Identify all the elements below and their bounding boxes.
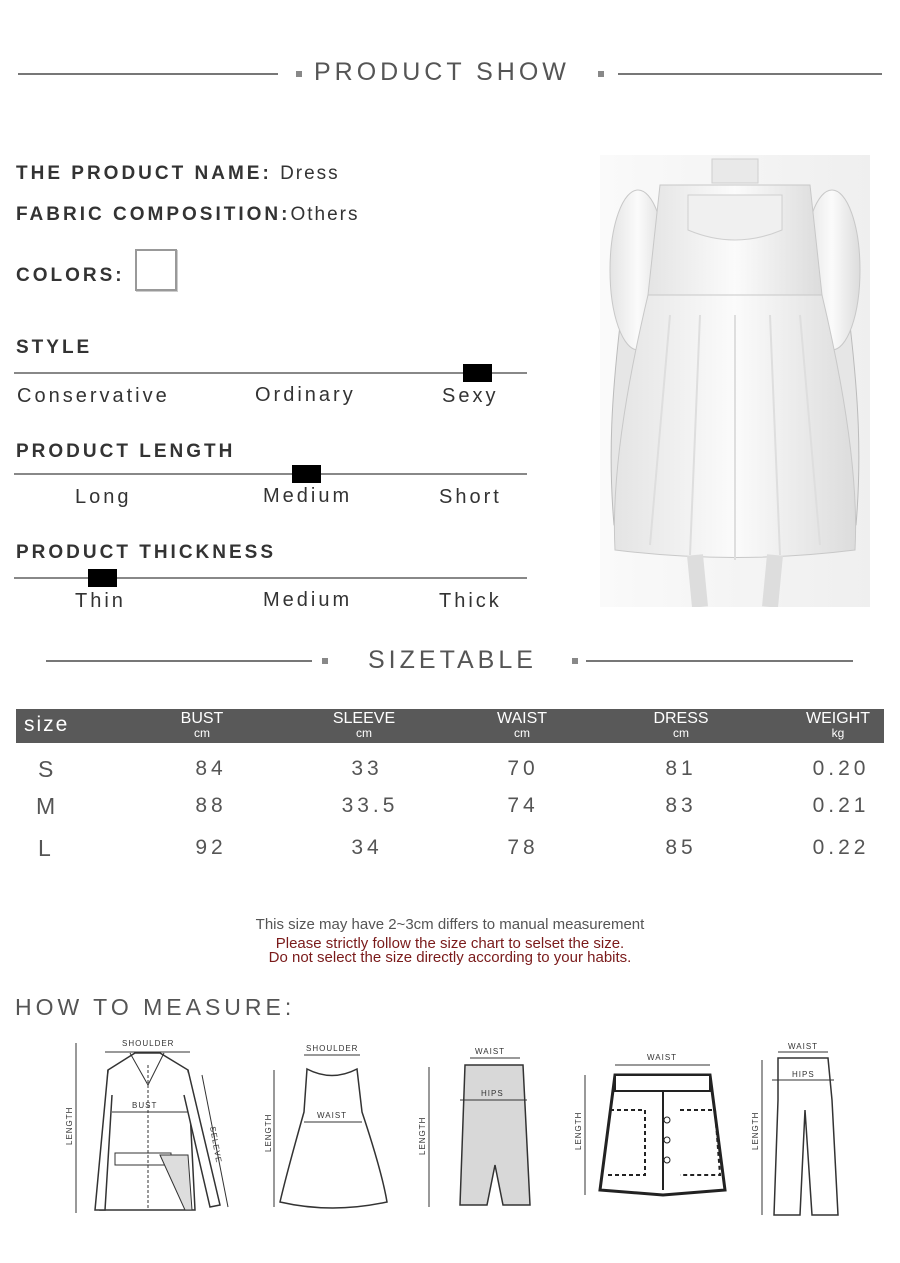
col-weight: WEIGHT kg [806, 710, 870, 740]
bust-label: BUST [132, 1101, 158, 1110]
table-cell: 0.20 [812, 757, 870, 780]
divider-left [46, 660, 312, 662]
size-table-header [16, 709, 884, 743]
length-option-medium: Medium [263, 485, 353, 507]
table-cell: 92 [195, 836, 227, 859]
product-name-row [16, 163, 340, 185]
style-scale [14, 372, 527, 374]
table-cell: 34 [351, 836, 383, 859]
length-marker [292, 465, 321, 483]
pants-diagram [750, 1040, 850, 1220]
length-label: LENGTH [574, 1111, 583, 1150]
fabric-value: Others [290, 204, 360, 225]
table-cell: 33.5 [341, 794, 399, 817]
thickness-option-medium: Medium [263, 589, 353, 611]
dress-diagram [262, 1042, 392, 1217]
hips-label: HIPS [792, 1070, 815, 1079]
shoulder-label: SHOULDER [306, 1044, 359, 1053]
product-name-value: Dress [280, 163, 340, 184]
length-label: LENGTH [751, 1111, 760, 1150]
style-option-conservative: Conservative [17, 385, 170, 407]
warning-note-2: Do not select the size directly according to your habits. [268, 949, 632, 966]
table-cell: 85 [665, 836, 697, 859]
table-cell: 0.21 [812, 794, 870, 817]
fabric-row [16, 204, 359, 226]
length-label: LENGTH [418, 1116, 427, 1155]
thickness-title: PRODUCT THICKNESS [16, 542, 277, 563]
table-cell: 84 [195, 757, 227, 780]
style-option-ordinary: Ordinary [255, 384, 356, 406]
warning-note-1: Please strictly follow the size chart to selset the size. [275, 935, 625, 952]
jacket-diagram [60, 1035, 235, 1220]
hips-label: HIPS [481, 1089, 504, 1098]
length-scale [14, 473, 527, 475]
col-dress: DRESS cm [653, 710, 709, 740]
col-waist: WAIST cm [496, 710, 548, 740]
table-cell: 81 [665, 757, 697, 780]
table-cell: 88 [195, 794, 227, 817]
divider-right [618, 73, 882, 75]
row-size: L [38, 835, 51, 861]
product-name-label: THE PRODUCT NAME: [16, 163, 272, 184]
waist-label: WAIST [788, 1042, 819, 1051]
table-cell: 0.22 [812, 836, 870, 859]
length-title: PRODUCT LENGTH [16, 441, 236, 462]
product-show-title: PRODUCT SHOW [314, 58, 570, 86]
length-label: LENGTH [65, 1106, 74, 1145]
style-option-sexy: Sexy [442, 385, 499, 407]
row-size: S [38, 756, 54, 782]
divider-dot [296, 71, 302, 77]
shoulder-label: SHOULDER [122, 1039, 175, 1048]
measurement-note: This size may have 2~3cm differs to manual measurement [255, 916, 645, 933]
divider-dot [572, 658, 578, 664]
size-column-header: size [24, 713, 70, 736]
style-title: STYLE [16, 337, 93, 358]
thickness-option-thin: Thin [75, 590, 126, 612]
thickness-marker [88, 569, 117, 587]
shorts-diagram [575, 1050, 740, 1205]
color-swatch-white[interactable] [135, 249, 177, 291]
divider-dot [322, 658, 328, 664]
sizetable-title: SIZETABLE [368, 646, 537, 674]
thickness-option-thick: Thick [439, 590, 502, 612]
style-marker [463, 364, 492, 382]
skirt-diagram [415, 1045, 540, 1215]
table-cell: 74 [507, 794, 539, 817]
divider-right [586, 660, 853, 662]
waist-label: WAIST [647, 1053, 678, 1062]
row-size: M [36, 793, 56, 819]
divider-dot [598, 71, 604, 77]
waist-label: WAIST [475, 1047, 506, 1056]
table-cell: 70 [507, 757, 539, 780]
waist-label: WAIST [317, 1111, 348, 1120]
how-to-measure-title: HOW TO MEASURE: [15, 994, 296, 1020]
table-cell: 83 [665, 794, 697, 817]
col-sleeve: SLEEVE cm [332, 710, 396, 740]
selve-label: SELEVE [208, 1125, 224, 1164]
col-bust: BUST cm [180, 710, 224, 740]
length-option-long: Long [75, 486, 132, 508]
length-option-short: Short [439, 486, 502, 508]
table-cell: 33 [351, 757, 383, 780]
length-label: LENGTH [264, 1113, 273, 1152]
colors-label: COLORS: [16, 265, 125, 286]
fabric-label: FABRIC COMPOSITION: [16, 204, 291, 225]
divider-left [18, 73, 278, 75]
product-photo [600, 155, 870, 607]
table-cell: 78 [507, 836, 539, 859]
